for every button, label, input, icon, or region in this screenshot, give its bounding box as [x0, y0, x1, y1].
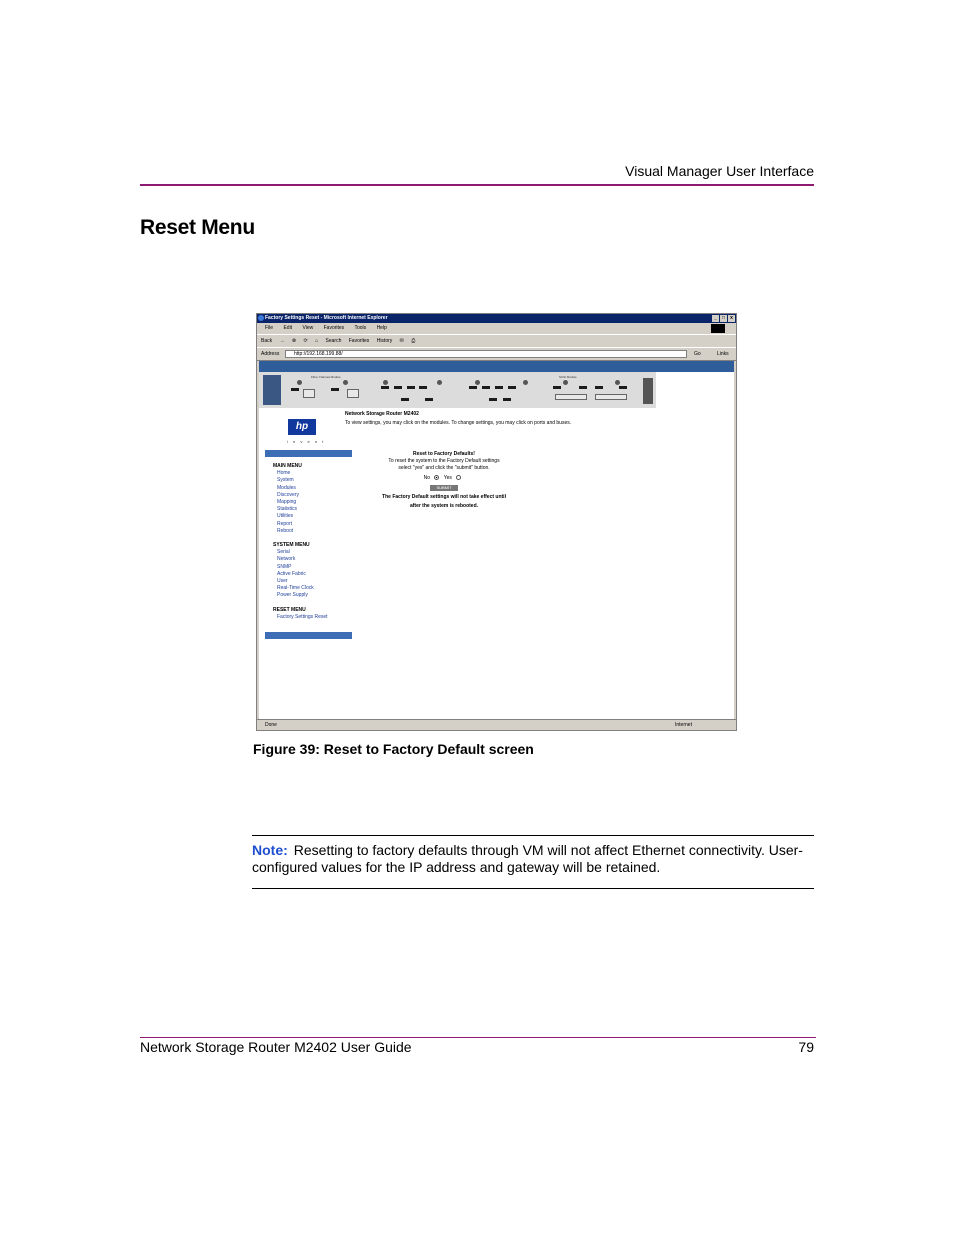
- figure-caption: Figure 39: Reset to Factory Default screen: [253, 741, 534, 757]
- reset-instructions-1: To reset the system to the Factory Default settings: [388, 458, 500, 464]
- window-title: Factory Settings Reset - Microsoft Internet Explorer: [265, 315, 388, 321]
- router-instructions: To view settings, you may click on the modules. To change settings, you may click on ports and buses.: [345, 420, 572, 426]
- led-icon: [482, 386, 490, 389]
- sidebar-item-factory-settings-reset[interactable]: Factory Settings Reset: [277, 613, 328, 620]
- sidebar-item-serial[interactable]: Serial: [277, 549, 290, 556]
- led-icon: [489, 398, 497, 401]
- ie-icon: [258, 315, 264, 321]
- windows-logo-icon: [711, 324, 725, 333]
- header-rule: [140, 184, 814, 186]
- menubar: [257, 323, 736, 335]
- sidebar-item-home[interactable]: Home: [277, 470, 291, 477]
- sidebar-divider: [265, 450, 352, 457]
- system-menu-heading: SYSTEM MENU: [273, 542, 310, 549]
- minimize-icon[interactable]: _: [712, 315, 719, 322]
- led-icon: [595, 386, 603, 389]
- page-number: 79: [798, 1039, 814, 1055]
- history-button[interactable]: History: [376, 338, 393, 344]
- led-icon: [508, 386, 516, 389]
- search-button[interactable]: Search: [325, 338, 342, 344]
- fibre-module-label: Fibre Channel Module: [311, 375, 341, 379]
- footer-doc-title: Network Storage Router M2402 User Guide: [140, 1039, 412, 1055]
- address-label: Address: [261, 351, 280, 357]
- sidebar-item-snmp[interactable]: SNMP: [277, 563, 292, 570]
- fc-port-2-icon[interactable]: [343, 380, 348, 385]
- reset-radio-group: [369, 475, 519, 482]
- router-front-panel[interactable]: [259, 372, 656, 408]
- fc-port-1[interactable]: [303, 389, 315, 398]
- note-block: [252, 842, 814, 876]
- note-bottom-rule: [252, 888, 814, 889]
- reset-heading: Reset to Factory Defaults!: [413, 451, 475, 457]
- menu-file[interactable]: File: [265, 325, 274, 331]
- scsi-port-1-icon[interactable]: [563, 380, 568, 385]
- sidebar-divider: [265, 632, 352, 639]
- scsi-module-label: SCSI Module: [559, 375, 577, 379]
- led-icon: [553, 386, 561, 389]
- led-icon: [291, 388, 299, 391]
- refresh-icon[interactable]: ⟳: [303, 338, 308, 344]
- home-icon[interactable]: ⌂: [315, 338, 319, 344]
- browser-screenshot: [256, 313, 737, 731]
- radio-no-label: No: [423, 475, 431, 481]
- led-icon: [503, 398, 511, 401]
- sidebar-item-active-fabric[interactable]: Active Fabric: [277, 570, 306, 577]
- menu-edit[interactable]: Edit: [283, 325, 293, 331]
- links-button[interactable]: Links: [717, 351, 729, 357]
- close-icon[interactable]: x: [728, 315, 735, 322]
- sidebar-item-report[interactable]: Report: [277, 520, 293, 527]
- print-icon[interactable]: ⎙: [411, 338, 416, 344]
- ethernet-port[interactable]: [643, 378, 653, 404]
- sidebar-item-system[interactable]: System: [277, 477, 294, 484]
- radio-yes[interactable]: [456, 475, 461, 480]
- security-zone: Internet: [675, 722, 692, 728]
- note-text: Resetting to factory defaults through VM will not affect Ethernet connectivity. User-configured values for the IP address and gateway will be retained.: [252, 842, 803, 875]
- forward-button[interactable]: →: [279, 338, 285, 344]
- mail-icon[interactable]: ✉: [399, 338, 404, 344]
- menu-tools[interactable]: Tools: [354, 325, 367, 331]
- go-button[interactable]: Go: [694, 351, 701, 357]
- reset-warning-2: after the system is rebooted.: [409, 503, 479, 509]
- sidebar-item-power-supply[interactable]: Power Supply: [277, 592, 308, 599]
- led-icon: [619, 386, 627, 389]
- router-title: Network Storage Router M2402: [345, 411, 419, 417]
- menu-favorites[interactable]: Favorites: [323, 325, 345, 331]
- led-icon: [425, 398, 433, 401]
- module-icon[interactable]: [523, 380, 528, 385]
- footer-rule: [140, 1037, 816, 1038]
- led-icon: [331, 388, 339, 391]
- note-top-rule: [252, 835, 814, 836]
- maximize-icon[interactable]: □: [721, 315, 726, 321]
- favorites-button[interactable]: Favorites: [348, 338, 370, 344]
- sidebar-item-network[interactable]: Network: [277, 556, 296, 563]
- fc-port-2[interactable]: [347, 389, 359, 398]
- sidebar-item-real-time-clock[interactable]: Real-Time Clock: [277, 585, 314, 592]
- top-banner: [259, 361, 734, 372]
- led-icon: [401, 398, 409, 401]
- reset-form: [369, 451, 519, 510]
- led-icon: [469, 386, 477, 389]
- led-icon: [579, 386, 587, 389]
- stop-icon[interactable]: ⊗: [291, 338, 297, 344]
- reset-warning-1: The Factory Default settings will not take effect until: [382, 494, 506, 500]
- reset-instructions-2: select "yes" and click the "submit" button.: [398, 465, 490, 471]
- led-icon: [495, 386, 503, 389]
- section-title: Reset Menu: [140, 216, 255, 239]
- sidebar-item-reboot[interactable]: Reboot: [277, 527, 294, 534]
- logo-tagline: i n v e n t: [287, 439, 326, 444]
- sidebar-item-modules[interactable]: Modules: [277, 484, 296, 491]
- running-header: Visual Manager User Interface: [625, 163, 814, 179]
- back-button[interactable]: Back: [261, 338, 273, 344]
- module-icon[interactable]: [475, 380, 480, 385]
- led-icon: [381, 386, 389, 389]
- sidebar-item-utilities[interactable]: Utilities: [277, 513, 294, 520]
- menu-view[interactable]: View: [302, 325, 314, 331]
- status-text: Done: [265, 722, 277, 728]
- submit-button[interactable]: SUBMIT: [430, 485, 457, 491]
- module-icon[interactable]: [383, 380, 388, 385]
- page-content: [259, 361, 734, 720]
- sidebar-item-user[interactable]: User: [277, 578, 288, 585]
- scsi-bus-2[interactable]: [595, 394, 627, 400]
- toolbar: [257, 335, 736, 348]
- sidebar-item-mapping[interactable]: Mapping: [277, 499, 297, 506]
- led-icon: [394, 386, 402, 389]
- sidebar-menu: [273, 463, 328, 621]
- power-module[interactable]: [263, 375, 281, 405]
- note-label: Note:: [252, 842, 288, 858]
- window-titlebar: [257, 314, 736, 323]
- address-input[interactable]: http://192.168.199.88/: [285, 350, 687, 358]
- menu-help[interactable]: Help: [376, 325, 387, 331]
- address-bar: [257, 348, 736, 361]
- fc-port-1-icon[interactable]: [297, 380, 302, 385]
- scsi-bus-1[interactable]: [555, 394, 587, 400]
- reset-menu-heading: RESET MENU: [273, 606, 306, 613]
- sidebar-item-discovery[interactable]: Discovery: [277, 491, 299, 498]
- sidebar-item-statistics[interactable]: Statistics: [277, 506, 298, 513]
- statusbar: [257, 719, 736, 730]
- led-icon: [407, 386, 415, 389]
- scsi-port-2-icon[interactable]: [615, 380, 620, 385]
- main-menu-heading: MAIN MENU: [273, 463, 302, 469]
- led-icon: [419, 386, 427, 389]
- hp-logo: hp: [288, 419, 316, 435]
- radio-no[interactable]: [434, 475, 439, 480]
- radio-yes-label: Yes: [443, 475, 452, 481]
- module-icon[interactable]: [437, 380, 442, 385]
